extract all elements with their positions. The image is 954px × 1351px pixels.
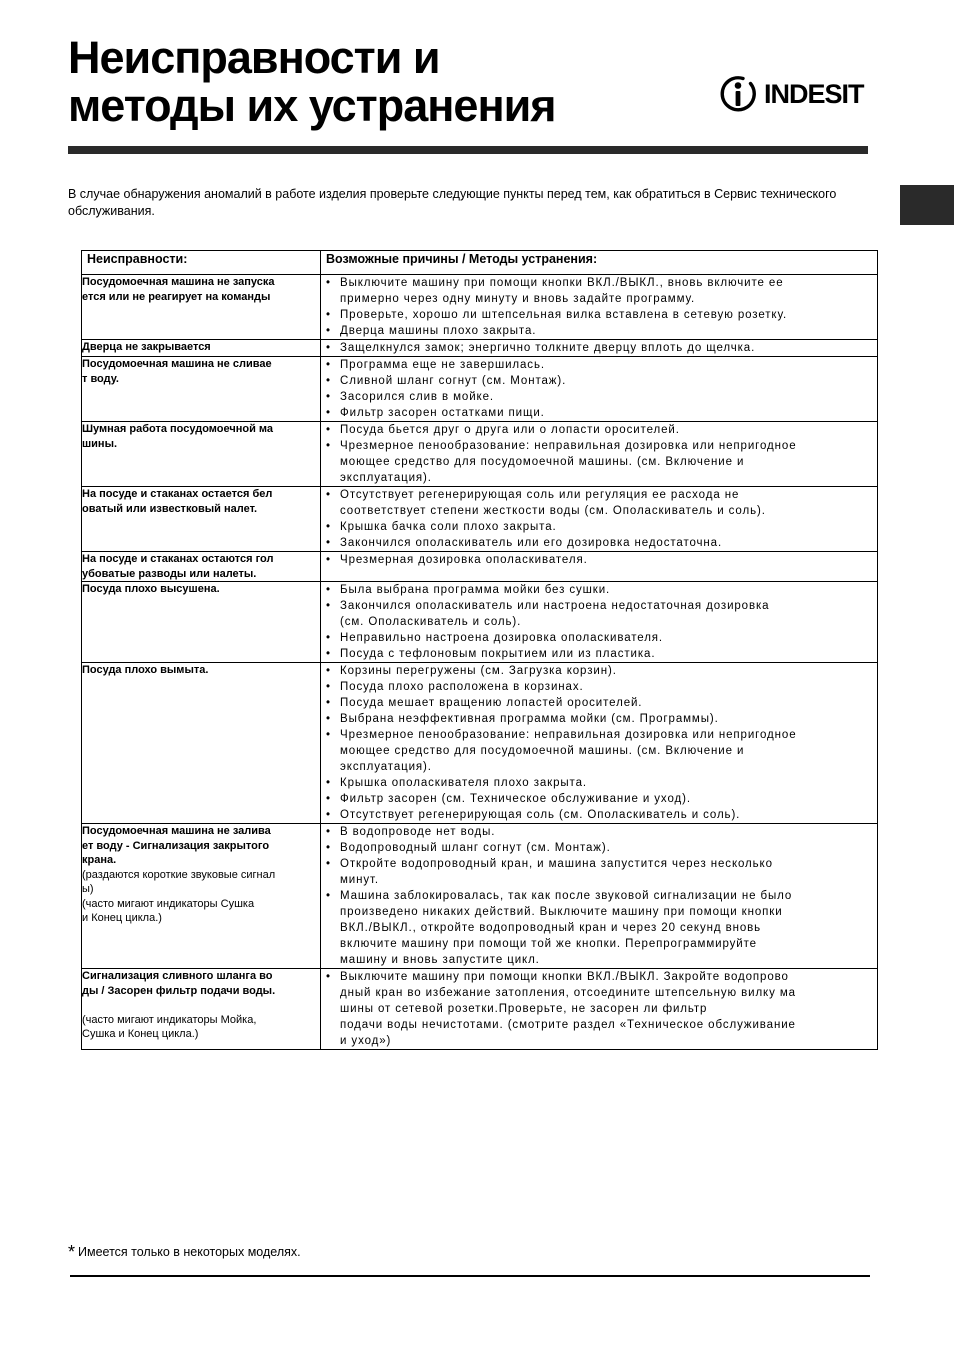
section-tab <box>900 185 954 225</box>
causes-list <box>321 275 877 339</box>
fault-cell <box>82 582 321 663</box>
causes-cell <box>321 275 878 340</box>
footnote-mark: * <box>68 1242 76 1262</box>
cause-item: • Посуда бьется друг о друга или о лопасти оросителей. <box>321 422 877 438</box>
cause-item: • Посуда плохо расположена в корзинах. <box>321 679 877 695</box>
causes-header: Возможные причины / Методы устранения: <box>321 251 878 275</box>
causes-cell <box>321 487 878 552</box>
fault-name: Посудомоечная машина не запуска ется или не реагирует на команды <box>82 276 275 303</box>
fault-cell <box>82 487 321 552</box>
footer-rule <box>70 1275 870 1277</box>
cause-item: • Была выбрана программа мойки без сушки. <box>321 582 877 598</box>
causes-list <box>321 340 877 356</box>
table-row <box>82 969 878 1050</box>
cause-item: • Крышка бачка соли плохо закрыта. <box>321 519 877 535</box>
cause-item: • Откройте водопроводный кран, и машина запустится через несколько минут. <box>321 856 877 888</box>
causes-cell <box>321 340 878 357</box>
cause-item: • Чрезмерное пенообразование: неправильная дозировка или непригодное моющее средство для посудомоечной машины. (см. Включение и эксплуатация). <box>321 438 877 486</box>
footnote-text: Имеется только в некоторых моделях. <box>78 1245 301 1259</box>
cause-item: • Посуда мешает вращению лопастей оросителей. <box>321 695 877 711</box>
cause-item: • Отсутствует регенерирующая соль (см. Ополаскиватель и соль). <box>321 807 877 823</box>
causes-list <box>321 824 877 968</box>
table-row <box>82 340 878 357</box>
causes-list <box>321 422 877 486</box>
cause-item: • Сливной шланг согнут (см. Монтаж). <box>321 373 877 389</box>
table-header-row <box>82 251 878 275</box>
cause-item: • Дверца машины плохо закрыта. <box>321 323 877 339</box>
fault-name: Посуда плохо высушена. <box>82 583 220 595</box>
fault-name: Сигнализация сливного шланга во ды / Засорен фильтр подачи воды. <box>82 970 276 997</box>
cause-item: • Чрезмерное пенообразование: неправильная дозировка или непригодное моющее средство для посудомоечной машины. (см. Включение и эксплуатация). <box>321 727 877 775</box>
fault-name: Посуда плохо вымыта. <box>82 664 209 676</box>
causes-list <box>321 487 877 551</box>
cause-item: • Крышка ополаскивателя плохо закрыта. <box>321 775 877 791</box>
fault-name: На посуде и стаканах остается бел оватый или известковый налет. <box>82 488 273 515</box>
causes-cell <box>321 969 878 1050</box>
cause-item: • Отсутствует регенерирующая соль или регуляция ее расхода не соответствует степени жесткости воды (см. Ополаскиватель и соль). <box>321 487 877 519</box>
fault-cell <box>82 422 321 487</box>
cause-item: • Выбрана неэффективная программа мойки (см. Программы). <box>321 711 877 727</box>
fault-name: На посуде и стаканах остаются гол убоватые разводы или налеты. <box>82 553 274 580</box>
causes-cell <box>321 422 878 487</box>
cause-item: • Закончился ополаскиватель или настроена недостаточная дозировка (см. Ополаскиватель и соль). <box>321 598 877 630</box>
causes-cell <box>321 824 878 969</box>
troubleshooting-table <box>81 250 878 1050</box>
cause-item: • Чрезмерная дозировка ополаскивателя. <box>321 552 877 568</box>
causes-list <box>321 357 877 421</box>
table-row <box>82 824 878 969</box>
title-rule <box>68 146 868 154</box>
cause-item: • Программа еще не завершилась. <box>321 357 877 373</box>
fault-cell <box>82 340 321 357</box>
fault-cell <box>82 357 321 422</box>
brand-logo <box>718 74 878 114</box>
fault-cell <box>82 824 321 969</box>
cause-item: • Защелкнулся замок; энергично толкните дверцу вплоть до щелчка. <box>321 340 877 356</box>
causes-list <box>321 663 877 823</box>
causes-cell <box>321 663 878 824</box>
fault-cell <box>82 552 321 582</box>
fault-note: (часто мигают индикаторы Мойка, Сушка и Конец цикла.) <box>82 1013 257 1040</box>
intro-text: В случае обнаружения аномалий в работе изделия проверьте следующие пункты перед тем, как обратиться в Сервис технического обслуживания. <box>68 187 837 218</box>
page-title: Неисправности и методы их устранения <box>68 32 556 131</box>
table-row <box>82 582 878 663</box>
cause-item: • Закончился ополаскиватель или его дозировка недостаточна. <box>321 535 877 551</box>
cause-item: • Фильтр засорен (см. Техническое обслуживание и уход). <box>321 791 877 807</box>
table-row <box>82 422 878 487</box>
cause-item: • Посуда с тефлоновым покрытием или из пластика. <box>321 646 877 662</box>
fault-note: (раздаются короткие звуковые сигнал ы) (часто мигают индикаторы Сушка и Конец цикла.) <box>82 868 276 924</box>
table-row <box>82 552 878 582</box>
fault-name: Шумная работа посудомоечной ма шины. <box>82 423 274 450</box>
table-row <box>82 487 878 552</box>
table-row <box>82 275 878 340</box>
indesit-logo-icon <box>718 74 758 114</box>
brand-name: INDESIT <box>764 78 864 109</box>
cause-item: • Проверьте, хорошо ли штепсельная вилка вставлена в сетевую розетку. <box>321 307 877 323</box>
cause-item: • Неправильно настроена дозировка ополаскивателя. <box>321 630 877 646</box>
table-row <box>82 357 878 422</box>
causes-list <box>321 552 877 568</box>
fault-name: Посудомоечная машина не залива ет воду - Сигнализация закрытого крана. <box>82 825 271 866</box>
causes-cell <box>321 582 878 663</box>
cause-item: • Фильтр засорен остатками пищи. <box>321 405 877 421</box>
causes-list <box>321 582 877 662</box>
table-row <box>82 663 878 824</box>
cause-item: • Водопроводный шланг согнут (см. Монтаж). <box>321 840 877 856</box>
faults-header: Неисправности: <box>82 251 321 275</box>
cause-item: • Корзины перегружены (см. Загрузка корзин). <box>321 663 877 679</box>
fault-cell <box>82 275 321 340</box>
causes-cell <box>321 552 878 582</box>
fault-name: Посудомоечная машина не сливае т воду. <box>82 358 272 385</box>
fault-cell <box>82 663 321 824</box>
cause-item: • В водопроводе нет воды. <box>321 824 877 840</box>
cause-item: • Выключите машину при помощи кнопки ВКЛ./ВЫКЛ., вновь включите ее примерно через одну минуту и вновь задайте программу. <box>321 275 877 307</box>
causes-list <box>321 969 877 1049</box>
causes-cell <box>321 357 878 422</box>
fault-name: Дверца не закрывается <box>82 341 211 353</box>
footnote <box>68 1242 301 1263</box>
cause-item: • Выключите машину при помощи кнопки ВКЛ./ВЫКЛ. Закройте водопрово дный кран во избежание затопления, отсоедините штепсельную вилку ма шины от сетевой розетки.Проверьте, не засорен ли фильтр подачи воды нечистотами. (смотрите раздел «Техническое обслуживание и уход») <box>321 969 877 1049</box>
cause-item: • Машина заблокировалась, так как после звуковой сигнализации не было произведено никаких действий. Выключите машину при помощи кнопки ВКЛ./ВЫКЛ., откройте водопроводный кран и через 20 секунд вновь включите машину при помощи той же кнопки. Перепрограммируйте машину и вновь запустите цикл. <box>321 888 877 968</box>
fault-cell <box>82 969 321 1050</box>
cause-item: • Засорился слив в мойке. <box>321 389 877 405</box>
